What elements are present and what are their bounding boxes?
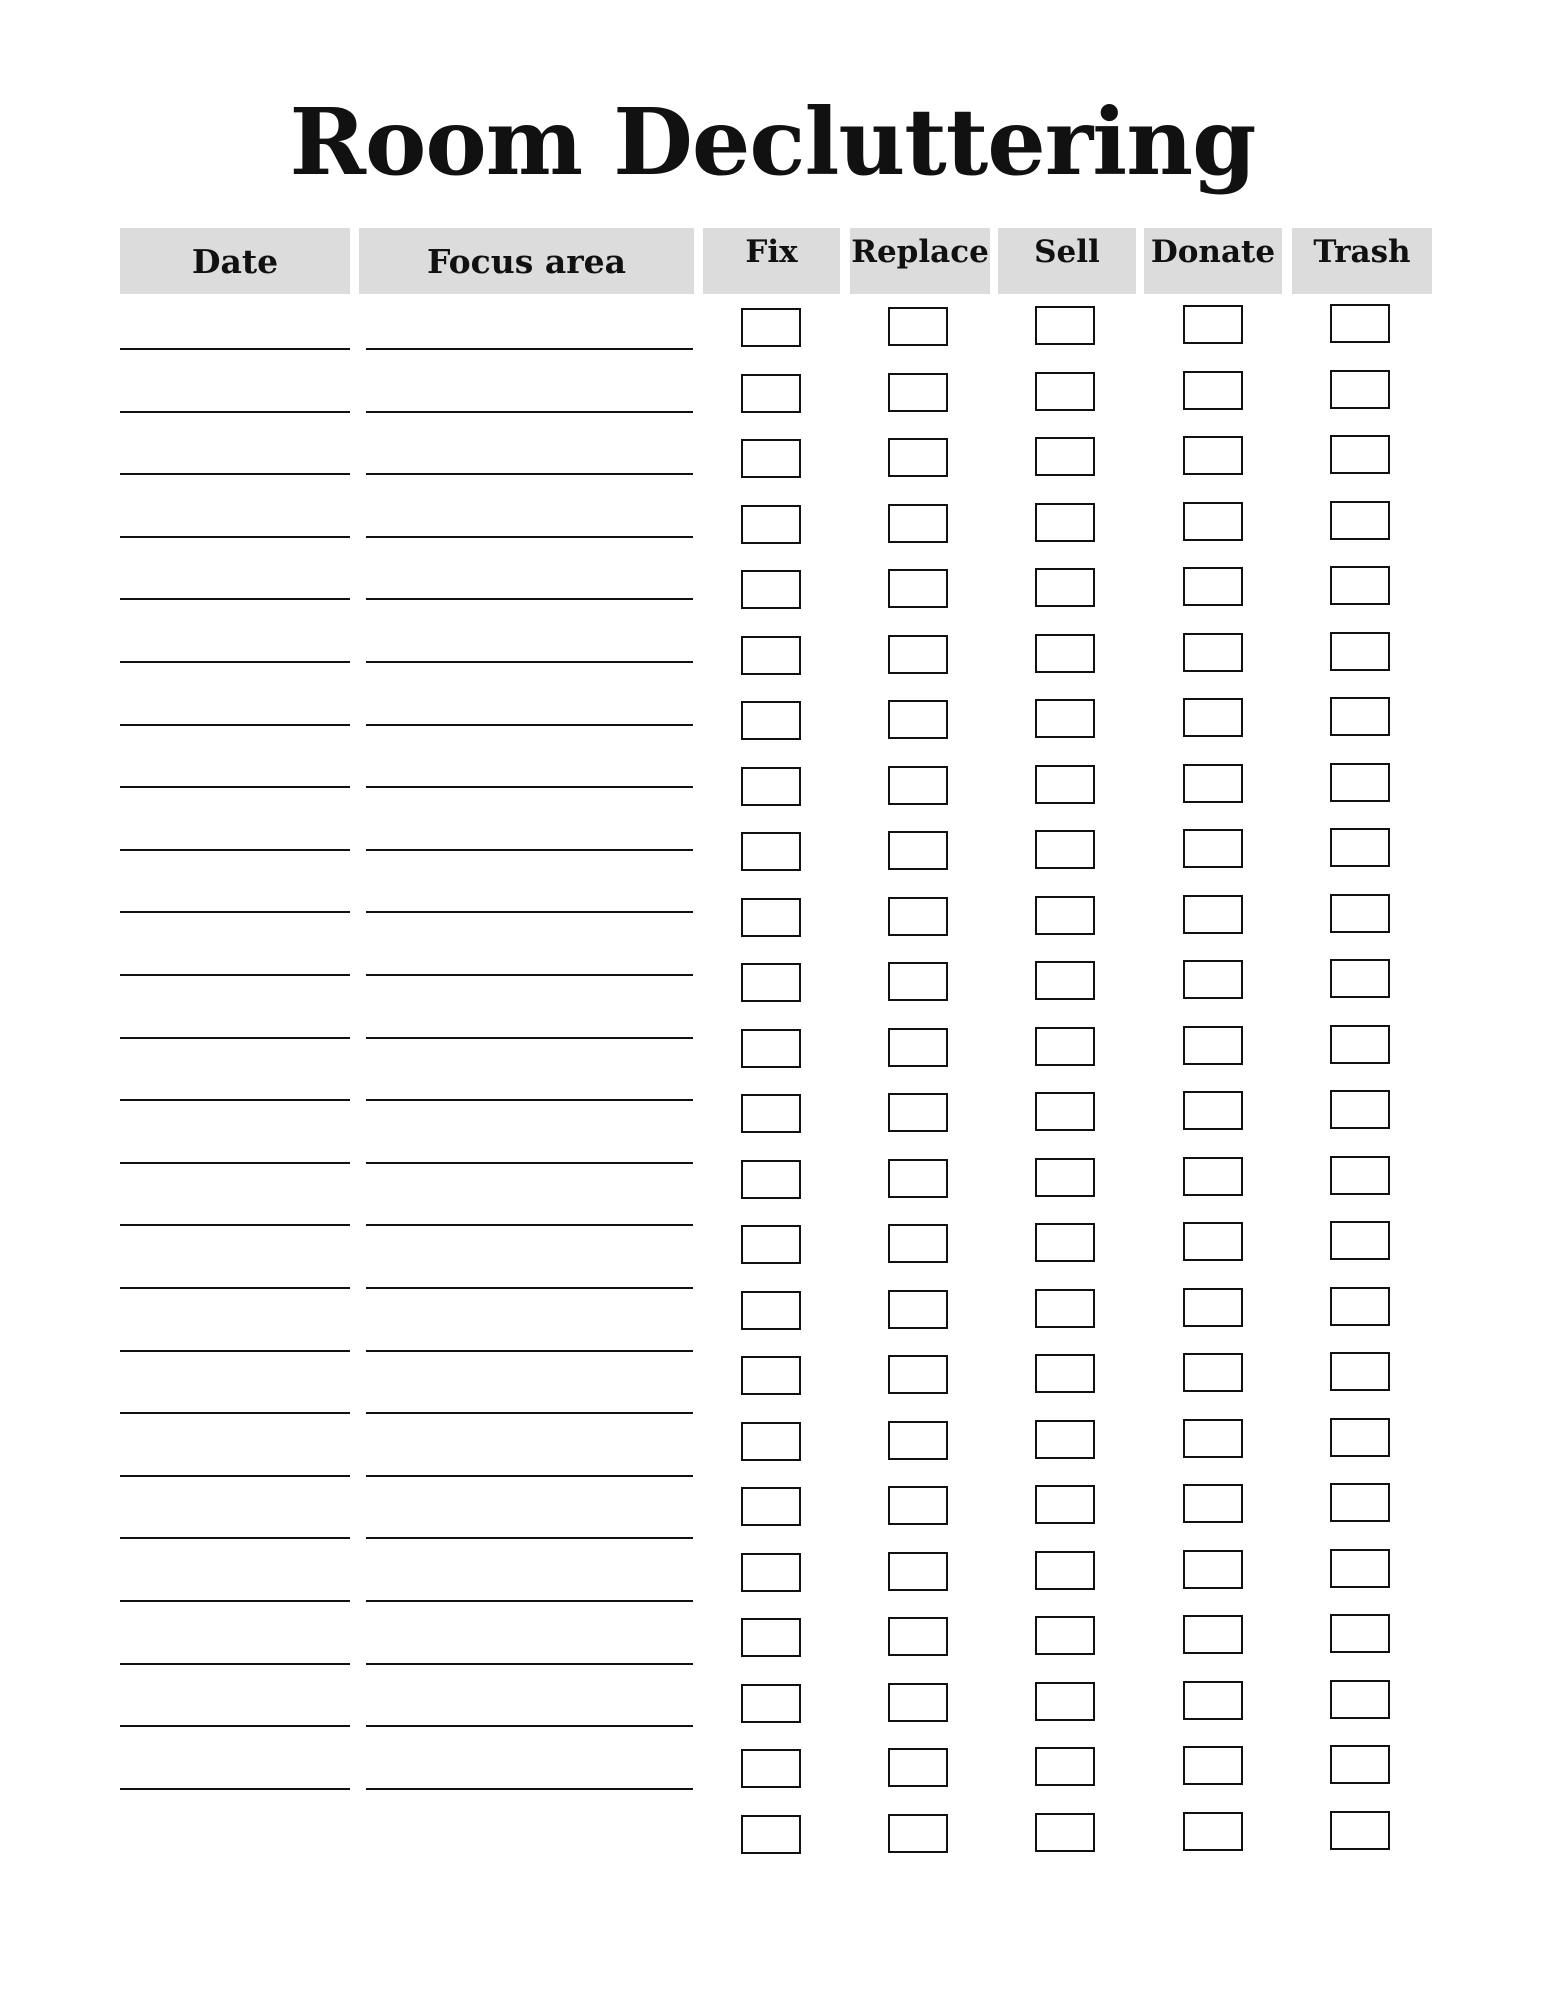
donate-checkbox[interactable] xyxy=(1183,895,1243,934)
replace-checkbox[interactable] xyxy=(888,1421,948,1460)
date-entry-line[interactable] xyxy=(120,1224,350,1226)
trash-checkbox[interactable] xyxy=(1330,1287,1390,1326)
replace-checkbox[interactable] xyxy=(888,1159,948,1198)
column-header-fix: Fix xyxy=(703,228,840,294)
donate-checkbox[interactable] xyxy=(1183,1157,1243,1196)
replace-checkbox[interactable] xyxy=(888,438,948,477)
sell-checkbox[interactable] xyxy=(1035,1485,1095,1524)
fix-checkbox[interactable] xyxy=(741,1291,801,1330)
date-entry-line[interactable] xyxy=(120,1350,350,1352)
replace-checkbox[interactable] xyxy=(888,504,948,543)
donate-checkbox[interactable] xyxy=(1183,1288,1243,1327)
fix-checkbox[interactable] xyxy=(741,1029,801,1068)
trash-checkbox[interactable] xyxy=(1330,1483,1390,1522)
trash-checkbox[interactable] xyxy=(1330,763,1390,802)
trash-checkbox[interactable] xyxy=(1330,370,1390,409)
column-header-focus-area: Focus area xyxy=(359,228,694,294)
replace-checkbox[interactable] xyxy=(888,307,948,346)
donate-checkbox[interactable] xyxy=(1183,436,1243,475)
trash-checkbox[interactable] xyxy=(1330,1745,1390,1784)
date-entry-line[interactable] xyxy=(120,1037,350,1039)
focus-area-entry-line[interactable] xyxy=(366,1788,693,1790)
sell-checkbox[interactable] xyxy=(1035,372,1095,411)
donate-checkbox[interactable] xyxy=(1183,960,1243,999)
replace-checkbox[interactable] xyxy=(888,1290,948,1329)
donate-checkbox[interactable] xyxy=(1183,633,1243,672)
donate-checkbox[interactable] xyxy=(1183,1615,1243,1654)
focus-area-entry-line[interactable] xyxy=(366,1600,693,1602)
date-entry-line[interactable] xyxy=(120,724,350,726)
fix-checkbox[interactable] xyxy=(741,1749,801,1788)
sell-checkbox[interactable] xyxy=(1035,830,1095,869)
fix-checkbox[interactable] xyxy=(741,832,801,871)
replace-checkbox[interactable] xyxy=(888,1028,948,1067)
focus-area-entry-line[interactable] xyxy=(366,911,693,913)
donate-checkbox[interactable] xyxy=(1183,1681,1243,1720)
date-entry-line[interactable] xyxy=(120,1537,350,1539)
date-entry-line[interactable] xyxy=(120,974,350,976)
sell-checkbox[interactable] xyxy=(1035,1289,1095,1328)
sell-checkbox[interactable] xyxy=(1035,1158,1095,1197)
sell-checkbox[interactable] xyxy=(1035,699,1095,738)
focus-area-entry-line[interactable] xyxy=(366,1037,693,1039)
focus-area-entry-line[interactable] xyxy=(366,411,693,413)
date-entry-line[interactable] xyxy=(120,1475,350,1477)
focus-area-entry-line[interactable] xyxy=(366,974,693,976)
column-header-date: Date xyxy=(120,228,350,294)
trash-checkbox[interactable] xyxy=(1330,697,1390,736)
trash-checkbox[interactable] xyxy=(1330,828,1390,867)
sell-checkbox[interactable] xyxy=(1035,1616,1095,1655)
fix-checkbox[interactable] xyxy=(741,1487,801,1526)
fix-checkbox[interactable] xyxy=(741,1094,801,1133)
trash-checkbox[interactable] xyxy=(1330,1352,1390,1391)
donate-checkbox[interactable] xyxy=(1183,567,1243,606)
sell-checkbox[interactable] xyxy=(1035,896,1095,935)
replace-checkbox[interactable] xyxy=(888,831,948,870)
donate-checkbox[interactable] xyxy=(1183,1484,1243,1523)
sell-checkbox[interactable] xyxy=(1035,1092,1095,1131)
focus-area-entry-line[interactable] xyxy=(366,1537,693,1539)
date-entry-line[interactable] xyxy=(120,849,350,851)
fix-checkbox[interactable] xyxy=(741,636,801,675)
date-entry-line[interactable] xyxy=(120,536,350,538)
replace-checkbox[interactable] xyxy=(888,1748,948,1787)
date-entry-line[interactable] xyxy=(120,661,350,663)
donate-checkbox[interactable] xyxy=(1183,1746,1243,1785)
donate-checkbox[interactable] xyxy=(1183,371,1243,410)
date-entry-line[interactable] xyxy=(120,1162,350,1164)
date-entry-line[interactable] xyxy=(120,911,350,913)
fix-checkbox[interactable] xyxy=(741,1553,801,1592)
replace-checkbox[interactable] xyxy=(888,1617,948,1656)
sell-checkbox[interactable] xyxy=(1035,1027,1095,1066)
donate-checkbox[interactable] xyxy=(1183,764,1243,803)
fix-checkbox[interactable] xyxy=(741,1225,801,1264)
date-entry-line[interactable] xyxy=(120,473,350,475)
focus-area-entry-line[interactable] xyxy=(366,536,693,538)
date-entry-line[interactable] xyxy=(120,1287,350,1289)
date-entry-line[interactable] xyxy=(120,1600,350,1602)
sell-checkbox[interactable] xyxy=(1035,1223,1095,1262)
trash-checkbox[interactable] xyxy=(1330,435,1390,474)
fix-checkbox[interactable] xyxy=(741,308,801,347)
focus-area-entry-line[interactable] xyxy=(366,1099,693,1101)
date-entry-line[interactable] xyxy=(120,786,350,788)
sell-checkbox[interactable] xyxy=(1035,306,1095,345)
trash-checkbox[interactable] xyxy=(1330,566,1390,605)
focus-area-entry-line[interactable] xyxy=(366,1475,693,1477)
column-header-trash: Trash xyxy=(1292,228,1432,294)
focus-area-entry-line[interactable] xyxy=(366,348,693,350)
sell-checkbox[interactable] xyxy=(1035,437,1095,476)
sell-checkbox[interactable] xyxy=(1035,503,1095,542)
replace-checkbox[interactable] xyxy=(888,569,948,608)
column-header-replace: Replace xyxy=(850,228,990,294)
donate-checkbox[interactable] xyxy=(1183,829,1243,868)
page-title: Room Decluttering xyxy=(289,88,1256,196)
fix-checkbox[interactable] xyxy=(741,767,801,806)
focus-area-entry-line[interactable] xyxy=(366,1224,693,1226)
sell-checkbox[interactable] xyxy=(1035,1682,1095,1721)
focus-area-entry-line[interactable] xyxy=(366,849,693,851)
date-entry-line[interactable] xyxy=(120,348,350,350)
date-entry-line[interactable] xyxy=(120,1412,350,1414)
trash-checkbox[interactable] xyxy=(1330,1549,1390,1588)
donate-checkbox[interactable] xyxy=(1183,1550,1243,1589)
focus-area-entry-line[interactable] xyxy=(366,473,693,475)
trash-checkbox[interactable] xyxy=(1330,1025,1390,1064)
replace-checkbox[interactable] xyxy=(888,635,948,674)
trash-checkbox[interactable] xyxy=(1330,1090,1390,1129)
fix-checkbox[interactable] xyxy=(741,1815,801,1854)
replace-checkbox[interactable] xyxy=(888,1355,948,1394)
fix-checkbox[interactable] xyxy=(741,374,801,413)
sell-checkbox[interactable] xyxy=(1035,1747,1095,1786)
sell-checkbox[interactable] xyxy=(1035,1354,1095,1393)
fix-checkbox[interactable] xyxy=(741,1422,801,1461)
column-header-donate: Donate xyxy=(1144,228,1282,294)
fix-checkbox[interactable] xyxy=(741,1618,801,1657)
donate-checkbox[interactable] xyxy=(1183,1091,1243,1130)
date-entry-line[interactable] xyxy=(120,598,350,600)
replace-checkbox[interactable] xyxy=(888,1814,948,1853)
fix-checkbox[interactable] xyxy=(741,570,801,609)
focus-area-entry-line[interactable] xyxy=(366,724,693,726)
sell-checkbox[interactable] xyxy=(1035,765,1095,804)
trash-checkbox[interactable] xyxy=(1330,304,1390,343)
replace-checkbox[interactable] xyxy=(888,962,948,1001)
donate-checkbox[interactable] xyxy=(1183,305,1243,344)
sell-checkbox[interactable] xyxy=(1035,1813,1095,1852)
date-entry-line[interactable] xyxy=(120,1725,350,1727)
fix-checkbox[interactable] xyxy=(741,1356,801,1395)
trash-checkbox[interactable] xyxy=(1330,632,1390,671)
replace-checkbox[interactable] xyxy=(888,1486,948,1525)
replace-checkbox[interactable] xyxy=(888,1093,948,1132)
trash-checkbox[interactable] xyxy=(1330,959,1390,998)
donate-checkbox[interactable] xyxy=(1183,502,1243,541)
replace-checkbox[interactable] xyxy=(888,1683,948,1722)
trash-checkbox[interactable] xyxy=(1330,1680,1390,1719)
trash-checkbox[interactable] xyxy=(1330,1221,1390,1260)
fix-checkbox[interactable] xyxy=(741,963,801,1002)
trash-checkbox[interactable] xyxy=(1330,894,1390,933)
donate-checkbox[interactable] xyxy=(1183,1419,1243,1458)
fix-checkbox[interactable] xyxy=(741,1160,801,1199)
replace-checkbox[interactable] xyxy=(888,1224,948,1263)
focus-area-entry-line[interactable] xyxy=(366,1350,693,1352)
replace-checkbox[interactable] xyxy=(888,700,948,739)
sell-checkbox[interactable] xyxy=(1035,634,1095,673)
focus-area-entry-line[interactable] xyxy=(366,1412,693,1414)
focus-area-entry-line[interactable] xyxy=(366,786,693,788)
date-entry-line[interactable] xyxy=(120,1663,350,1665)
donate-checkbox[interactable] xyxy=(1183,1812,1243,1851)
sell-checkbox[interactable] xyxy=(1035,1420,1095,1459)
focus-area-entry-line[interactable] xyxy=(366,598,693,600)
donate-checkbox[interactable] xyxy=(1183,698,1243,737)
trash-checkbox[interactable] xyxy=(1330,1614,1390,1653)
replace-checkbox[interactable] xyxy=(888,766,948,805)
trash-checkbox[interactable] xyxy=(1330,1156,1390,1195)
sell-checkbox[interactable] xyxy=(1035,1551,1095,1590)
fix-checkbox[interactable] xyxy=(741,439,801,478)
focus-area-entry-line[interactable] xyxy=(366,1663,693,1665)
focus-area-entry-line[interactable] xyxy=(366,1725,693,1727)
fix-checkbox[interactable] xyxy=(741,701,801,740)
focus-area-entry-line[interactable] xyxy=(366,661,693,663)
fix-checkbox[interactable] xyxy=(741,505,801,544)
focus-area-entry-line[interactable] xyxy=(366,1287,693,1289)
replace-checkbox[interactable] xyxy=(888,373,948,412)
trash-checkbox[interactable] xyxy=(1330,501,1390,540)
fix-checkbox[interactable] xyxy=(741,1684,801,1723)
column-header-sell: Sell xyxy=(998,228,1136,294)
trash-checkbox[interactable] xyxy=(1330,1811,1390,1850)
donate-checkbox[interactable] xyxy=(1183,1026,1243,1065)
replace-checkbox[interactable] xyxy=(888,1552,948,1591)
focus-area-entry-line[interactable] xyxy=(366,1162,693,1164)
sell-checkbox[interactable] xyxy=(1035,961,1095,1000)
replace-checkbox[interactable] xyxy=(888,897,948,936)
date-entry-line[interactable] xyxy=(120,411,350,413)
donate-checkbox[interactable] xyxy=(1183,1222,1243,1261)
fix-checkbox[interactable] xyxy=(741,898,801,937)
sell-checkbox[interactable] xyxy=(1035,568,1095,607)
date-entry-line[interactable] xyxy=(120,1099,350,1101)
donate-checkbox[interactable] xyxy=(1183,1353,1243,1392)
trash-checkbox[interactable] xyxy=(1330,1418,1390,1457)
date-entry-line[interactable] xyxy=(120,1788,350,1790)
